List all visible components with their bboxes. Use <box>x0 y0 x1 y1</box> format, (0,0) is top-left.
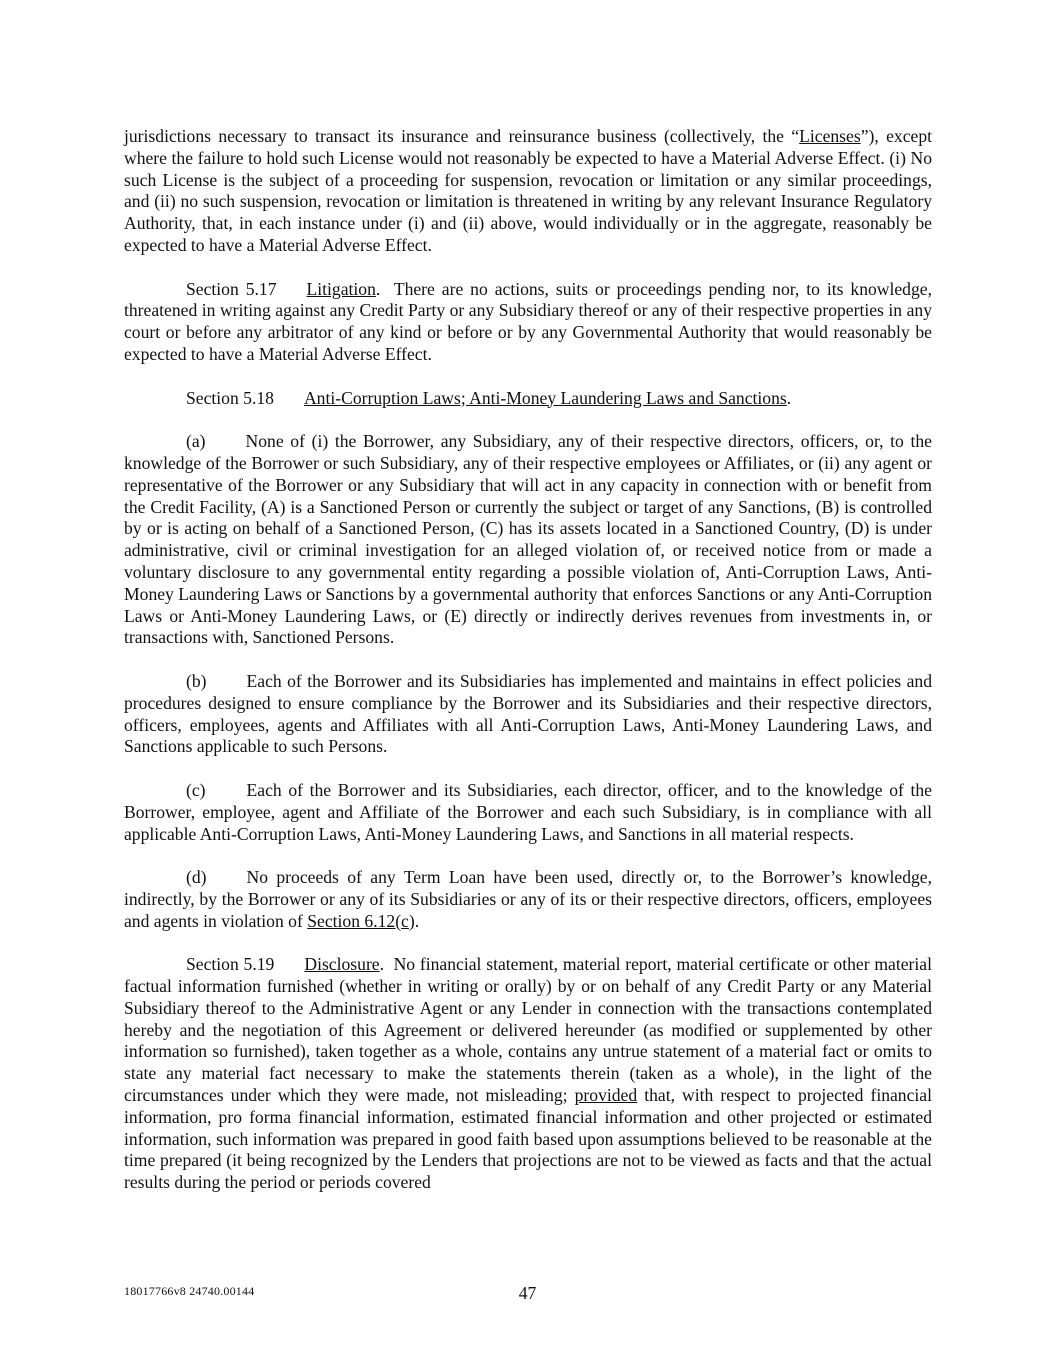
section-5-18-item-c <box>124 780 932 845</box>
defined-term-licenses: Licenses <box>799 126 861 146</box>
section-number: Section 5.19 <box>186 954 275 975</box>
item-text: None of (i) the Borrower, any Subsidiary, any of their respective directors, officers, or, to the knowledge of the Borrower or such Subsidiary, any of their respective employees or Affiliates, or (ii) any agent or representative of the Borrower or any Subsidiary that will act in any capacity in connection with or benefit from the Credit Facility, (A) is a Sanctioned Person or currently the subject or target of any Sanctions, (B) is controlled by or is acting on behalf of a Sanctioned Person, (C) has its assets located in a Sanctioned Country, (D) is under administrative, civil or criminal investigation for an alleged violation of, or received notice from or made a voluntary disclosure to any governmental entity regarding a possible violation of, Anti-Corruption Laws, Anti-Money Laundering Laws or Sanctions by a governmental authority that enforces Sanctions or any Anti-Corruption Laws or Anti-Money Laundering Laws, or (E) directly or indirectly derives revenues from investments in, or transactions with, Sanctioned Persons. <box>124 431 932 648</box>
cross-reference-section-6-12c: Section 6.12(c) <box>307 910 415 931</box>
item-text: Each of the Borrower and its Subsidiaries, each director, officer, and to the knowledge of the Borrower, employee, agent and Affiliate of the Borrower and each such Subsidiary, is in compliance with all applicable Anti-Corruption Laws, Anti-Money Laundering Laws, and Sanctions in all material respects. <box>124 779 932 844</box>
section-text-post: that, with respect to projected financial information, pro forma financial information, estimated financial information and other projected or estimated information, such information was prepared in good faith based upon assumptions believed to be reasonable at the time prepared (it being recognized by the Lenders that projections are not to be viewed as facts and that the actual results during the period or periods covered <box>124 1085 932 1193</box>
section-5-18-item-d <box>124 867 932 932</box>
section-title-litigation: Litigation <box>306 278 376 299</box>
section-title-anti-corruption: Anti-Corruption Laws; Anti-Money Laundering Laws and Sanctions <box>303 387 787 408</box>
item-label: (a) <box>186 431 206 452</box>
item-label: (d) <box>186 867 207 888</box>
page-number: 47 <box>518 1283 537 1303</box>
section-title-punct: . <box>786 387 792 408</box>
section-5-18-item-a <box>124 431 932 649</box>
document-body <box>124 126 932 1194</box>
section-title-punct: . <box>379 954 394 975</box>
licenses-text-pre: jurisdictions necessary to transact its insurance and reinsurance business (collectively, the “ <box>124 126 800 146</box>
section-5-17 <box>124 279 932 366</box>
section-number: Section 5.18 <box>186 387 274 408</box>
section-5-19 <box>124 954 932 1194</box>
section-5-18-item-b <box>124 671 932 758</box>
section-title-disclosure: Disclosure <box>304 954 380 975</box>
item-label: (c) <box>186 779 206 800</box>
item-text-end: . <box>414 910 420 931</box>
section-5-18-heading <box>124 388 932 410</box>
paragraph-licenses <box>124 126 932 257</box>
item-label: (b) <box>186 670 207 691</box>
footer-document-id: 18017766v8 24740.00144 <box>124 1284 255 1298</box>
licenses-text-post: ”), except where the failure to hold such License would not reasonably be expected to have a Material Adverse Effect. (i) No such License is the subject of a proceeding for suspension, revocation or limitation or any similar proceedings, and (ii) no such suspension, revocation or limitation is threatened in writing by any relevant Insurance Regulatory Authority, that, in each instance under (i) and (ii) above, would individually or in the aggregate, reasonably be expected to have a Material Adverse Effect. <box>124 126 933 255</box>
item-text: Each of the Borrower and its Subsidiaries has implemented and maintains in effect policies and procedures designed to ensure compliance by the Borrower and its Subsidiaries and their respective directors, officers, employees, agents and Affiliates with all Anti-Corruption Laws, Anti-Money Laundering Laws, and Sanctions applicable to such Persons. <box>124 670 932 757</box>
item-text: No proceeds of any Term Loan have been used, directly or, to the Borrower’s knowledge, indirectly, by the Borrower or any of its Subsidiaries or any of its or their respective directors, officers, employees and agents in violation of <box>124 867 932 931</box>
section-title-punct: . <box>375 278 394 299</box>
section-number: Section 5.17 <box>186 278 277 299</box>
section-text: There are no actions, suits or proceedings pending nor, to its knowledge, threatened in writing against any Credit Party or any Subsidiary thereof or any of their respective properties in any court or before any arbitrator of any kind or before or by any Governmental Authority that would reasonably be expected to have a Material Adverse Effect. <box>124 278 932 364</box>
section-text-pre: No financial statement, material report, material certificate or other material factual information furnished (whether in writing or orally) by or on behalf of any Credit Party or any Material Subsidiary thereof to the Administrative Agent or any Lender in connection with the transactions contemplated hereby and the negotiation of this Agreement or delivered hereunder (as modified or supplemented by other information so furnished), taken together as a whole, contains any untrue statement of a material fact or omits to state any material fact necessary to make the statements therein (taken as a whole), in the light of the circumstances under which they were made, not misleading; <box>124 954 932 1106</box>
proviso-term: provided <box>574 1085 638 1106</box>
